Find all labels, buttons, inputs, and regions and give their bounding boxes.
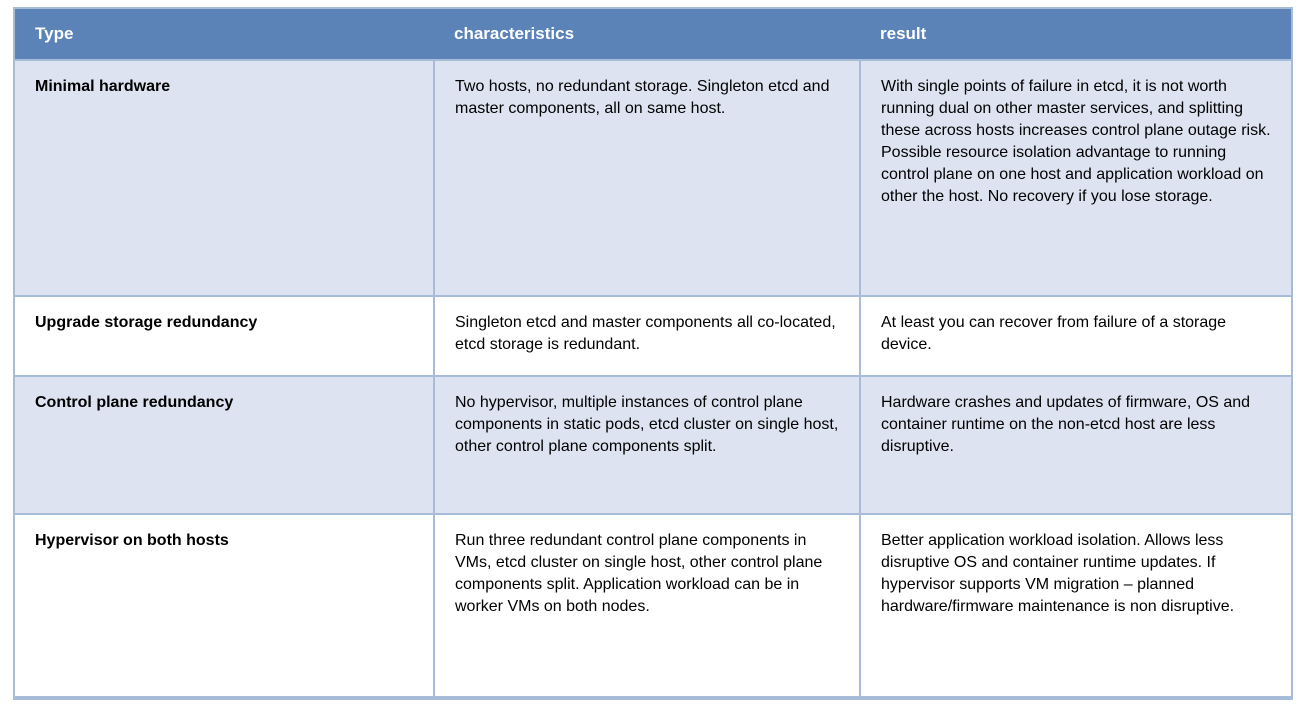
- table-row: [14, 514, 1292, 698]
- header-cell-characteristics: characteristics: [434, 8, 860, 60]
- type-cell: Control plane redundancy: [14, 376, 434, 514]
- header-cell-result: result: [860, 8, 1292, 60]
- header-cell-type: Type: [14, 8, 434, 60]
- header-row: [14, 8, 1292, 60]
- result-cell: Hardware crashes and updates of firmware, OS and container runtime on the non-etcd host are less disruptive.: [860, 376, 1292, 514]
- table-header: [14, 8, 1292, 60]
- table-row: [14, 60, 1292, 296]
- characteristics-cell: No hypervisor, multiple instances of control plane components in static pods, etcd cluster on single host, other control plane components split.: [434, 376, 860, 514]
- type-cell: Hypervisor on both hosts: [14, 514, 434, 698]
- characteristics-cell: Two hosts, no redundant storage. Singleton etcd and master components, all on same host.: [434, 60, 860, 296]
- result-cell: With single points of failure in etcd, it is not worth running dual on other master services, and splitting these across hosts increases control plane outage risk. Possible resource isolation advantage to running control plane on one host and application workload on other the host. No recovery if you lose storage.: [860, 60, 1292, 296]
- result-cell: At least you can recover from failure of a storage device.: [860, 296, 1292, 376]
- result-cell: Better application workload isolation. Allows less disruptive OS and container runtime updates. If hypervisor supports VM migration – planned hardware/firmware maintenance is non disruptive.: [860, 514, 1292, 698]
- type-cell: Minimal hardware: [14, 60, 434, 296]
- table-body: [14, 60, 1292, 698]
- table-row: [14, 296, 1292, 376]
- type-cell: Upgrade storage redundancy: [14, 296, 434, 376]
- table-row: [14, 376, 1292, 514]
- deployment-options-table: [13, 7, 1293, 700]
- characteristics-cell: Singleton etcd and master components all co-located, etcd storage is redundant.: [434, 296, 860, 376]
- characteristics-cell: Run three redundant control plane components in VMs, etcd cluster on single host, other control plane components split. Application workload can be in worker VMs on both nodes.: [434, 514, 860, 698]
